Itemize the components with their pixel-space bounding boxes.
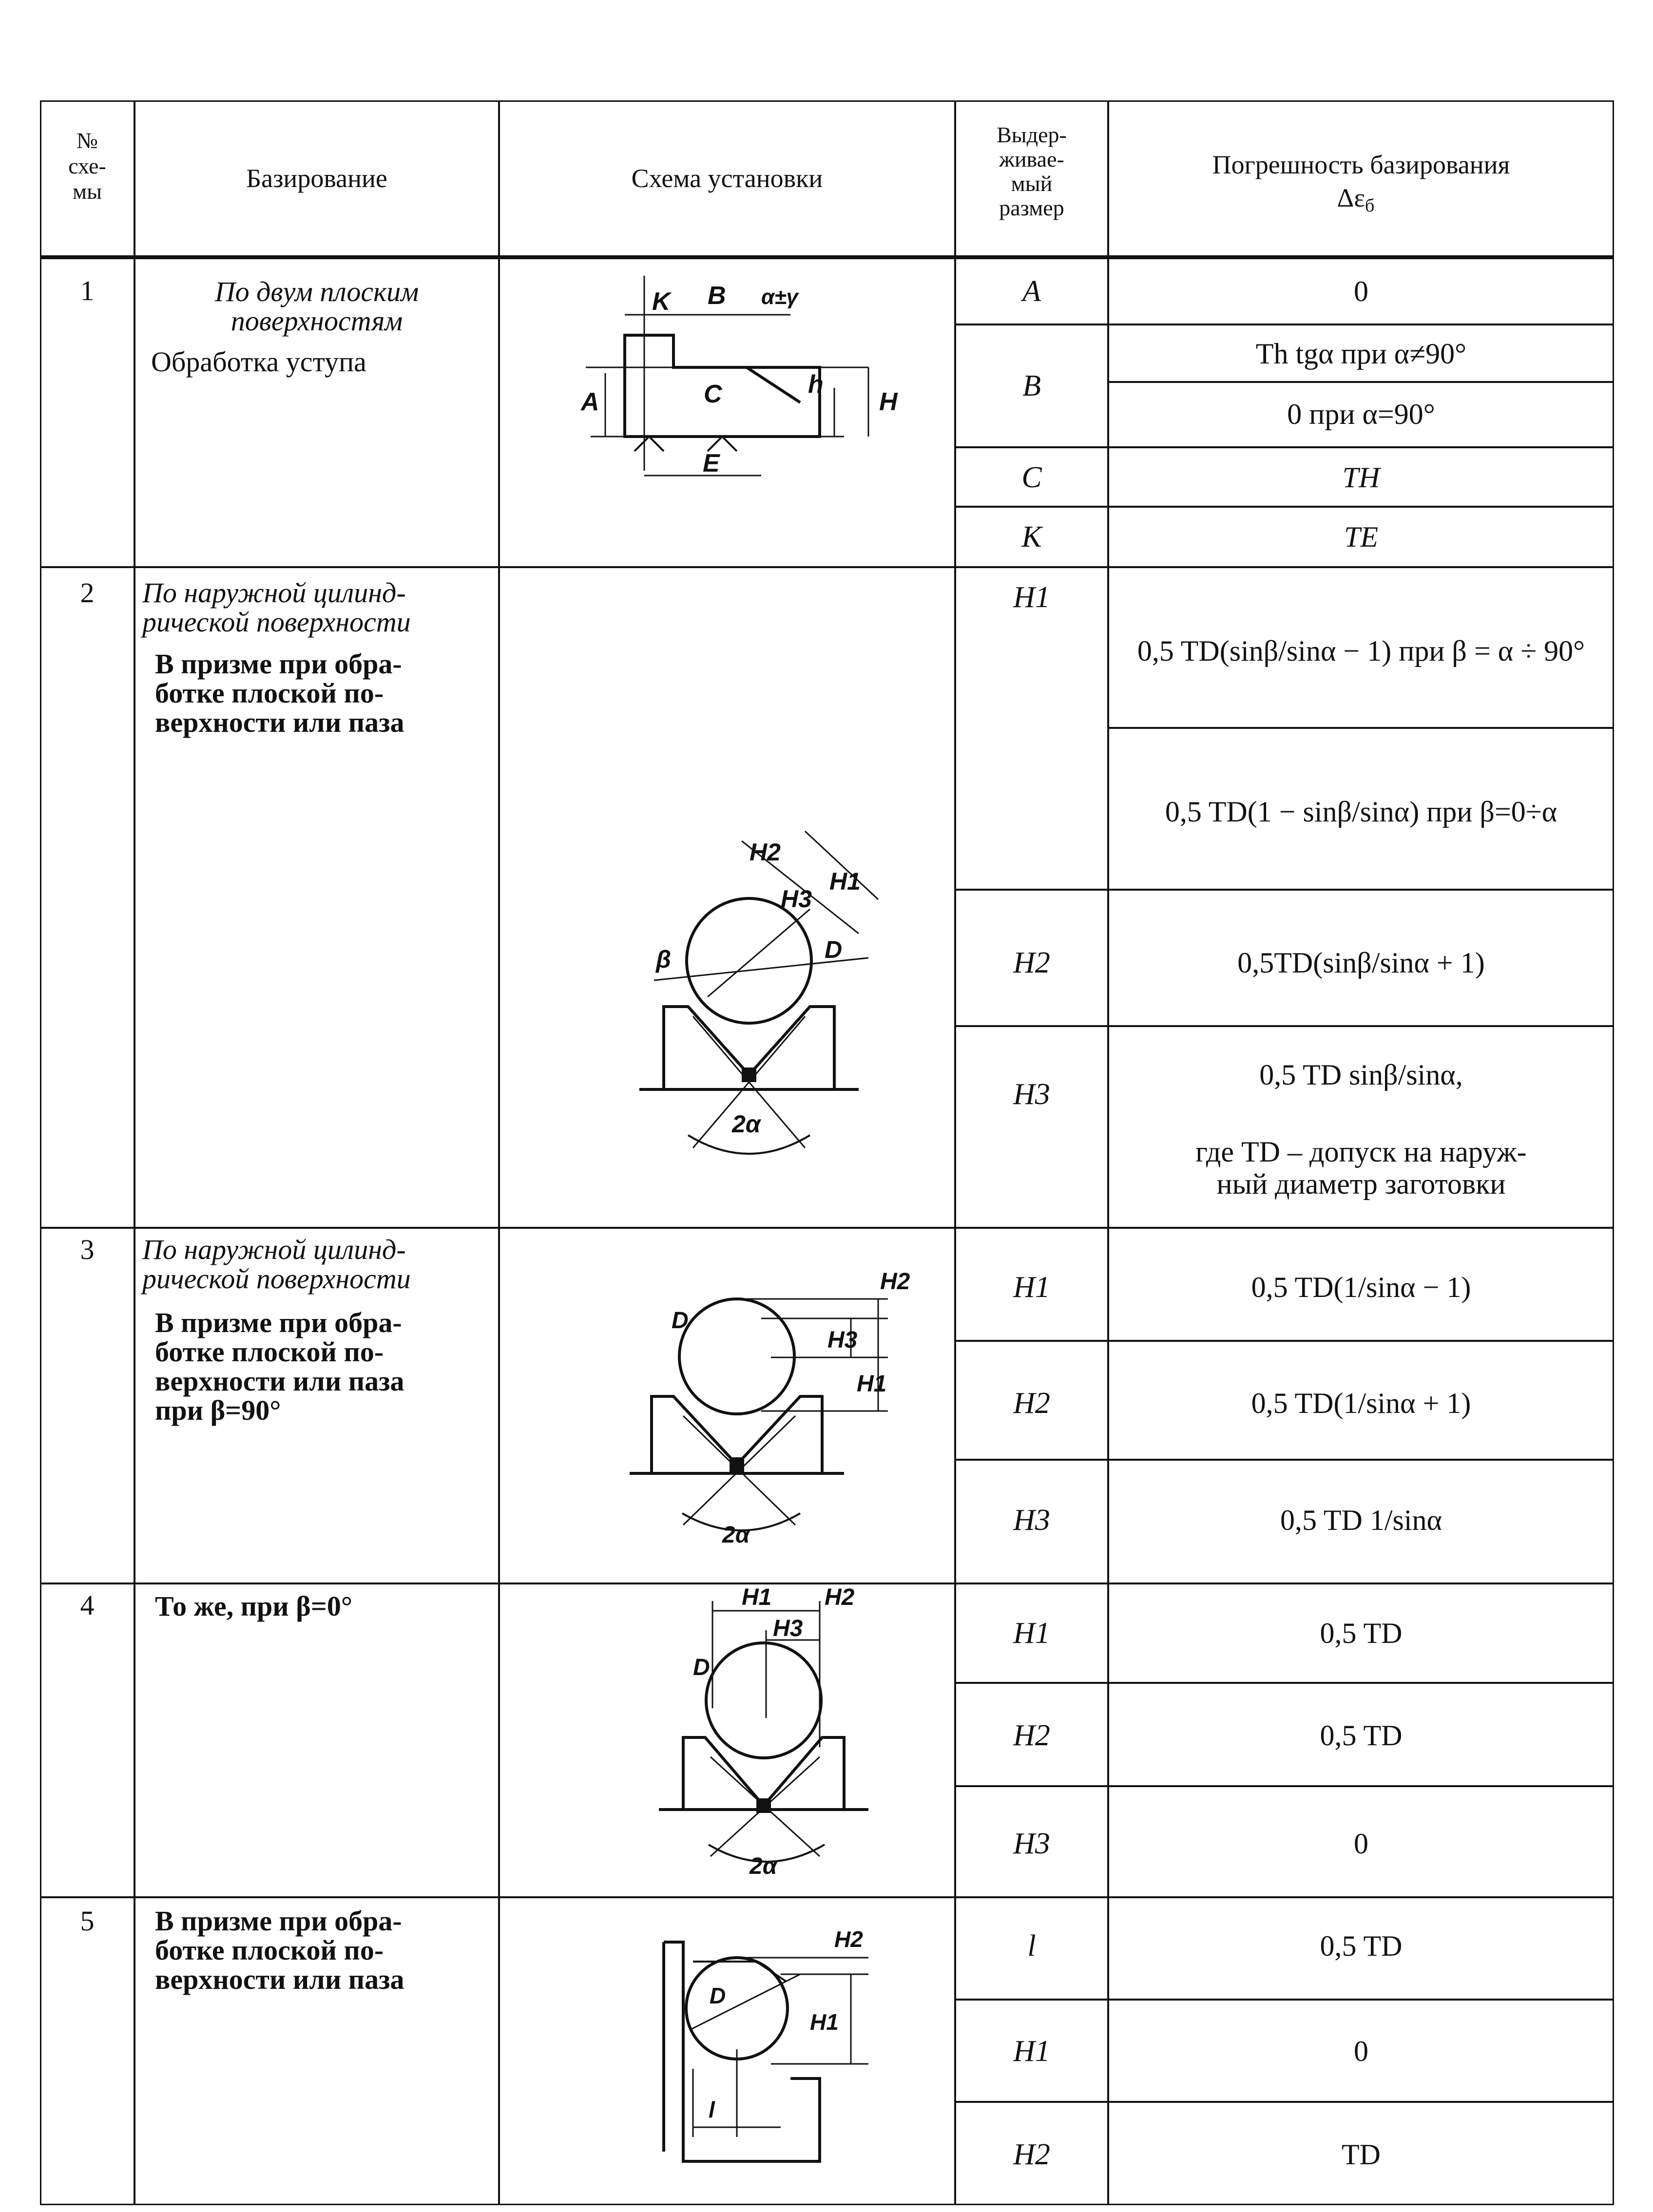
row3-basing-plain-1: В призме при обра- <box>155 1307 402 1338</box>
row5-dim-h1: H1 <box>1013 2035 1050 2068</box>
row1-err-k: TE <box>1344 521 1379 553</box>
row3-err-h3: 0,5 TD 1/sinα <box>1280 1504 1442 1536</box>
diagram-1-label-a: A <box>581 388 599 416</box>
row2-err-h3-2: где TD – допуск на наруж- <box>1195 1136 1527 1168</box>
row1-err-a: 0 <box>1354 275 1368 307</box>
row5-basing-plain-3: верхности или паза <box>155 1964 404 1995</box>
header-basing: Базирование <box>246 164 387 193</box>
row1-dim-k: K <box>1021 520 1042 553</box>
row3-basing-plain-3: верхности или паза <box>155 1365 404 1397</box>
diagram-4-label-h1: H1 <box>742 1584 772 1610</box>
row2-basing-plain-1: В призме при обра- <box>155 648 402 680</box>
basing-error-table <box>40 100 1614 2205</box>
row4-err-h1: 0,5 TD <box>1320 1617 1403 1649</box>
diagram-5-label-h1: H1 <box>810 2009 839 2035</box>
header-error-symbol: Δεб <box>1337 183 1375 216</box>
diagram-4-label-h2: H2 <box>825 1584 855 1610</box>
diagram-1-label-h: H <box>879 388 898 416</box>
diagram-1-label-h-small: h <box>808 370 824 399</box>
row3-dim-h3: H3 <box>1013 1504 1050 1537</box>
row3-basing-plain-4: при β=90° <box>155 1394 281 1426</box>
row2-err-h1-2: 0,5 TD(1 − sinβ/sinα) при β=0÷α <box>1165 796 1557 828</box>
row2-basing-plain-2: ботке плоской по- <box>155 677 384 709</box>
row1-dim-c: C <box>1021 461 1042 494</box>
header-num-line-2: схе- <box>68 153 106 178</box>
row3-basing-italic-1: По наружной цилинд- <box>142 1234 406 1265</box>
row5-err-l: 0,5 TD <box>1320 1930 1403 1962</box>
scheme-number-1: 1 <box>80 275 95 306</box>
header-dim-line-4: размер <box>999 195 1064 220</box>
diagram-2-label-h2: H2 <box>750 839 781 866</box>
row2-dim-h3: H3 <box>1013 1078 1050 1111</box>
row2-basing-italic-1: По наружной цилинд- <box>142 577 406 609</box>
diagram-4-label-d: D <box>693 1655 710 1680</box>
row4-dim-h1: H1 <box>1013 1617 1050 1650</box>
diagram-5-side-block <box>664 1926 868 2161</box>
row2-err-h1-1: 0,5 TD(sinβ/sinα − 1) при β = α ÷ 90° <box>1137 635 1585 667</box>
diagram-1-label-alpha-gamma: α±γ <box>761 285 798 309</box>
diagram-3-label-d: D <box>672 1308 689 1334</box>
scheme-number-5: 5 <box>80 1905 95 1937</box>
diagram-3-v-block <box>630 1269 910 1548</box>
header-error: Погрешность базирования <box>1212 150 1510 179</box>
diagram-4-label-h3: H3 <box>773 1616 803 1641</box>
row2-err-h3-3: ный диаметр заготовки <box>1216 1168 1506 1200</box>
row3-basing-italic-2: рической поверхности <box>142 1263 411 1295</box>
diagram-1-label-b: B <box>708 282 726 310</box>
diagram-2-label-h3: H3 <box>781 885 812 913</box>
diagram-2-label-d: D <box>825 936 843 963</box>
diagram-2-label-beta: β <box>656 946 672 973</box>
table-header <box>68 122 1510 220</box>
row5-err-h1: 0 <box>1354 2035 1368 2067</box>
diagram-1-step <box>580 276 898 477</box>
scheme-diagrams <box>580 276 910 2161</box>
header-scheme: Схема установки <box>631 164 823 193</box>
diagram-3-label-h1: H1 <box>857 1371 887 1397</box>
row5-dim-l: l <box>1027 1929 1036 1963</box>
diagram-3-label-h2: H2 <box>880 1269 910 1295</box>
scheme-number-3: 3 <box>80 1234 95 1265</box>
row1-basing-plain-1: Обработка уступа <box>151 346 366 378</box>
diagram-1-label-e: E <box>703 449 720 477</box>
diagram-5-label-h2: H2 <box>834 1926 863 1952</box>
header-num-line-1: № <box>77 128 98 153</box>
diagram-3-label-h3: H3 <box>827 1327 858 1353</box>
header-dim-line-2: живае- <box>999 147 1064 172</box>
header-dim-line-1: Выдер- <box>997 122 1067 147</box>
basing-texts <box>140 276 419 1995</box>
diagram-2-label-h1: H1 <box>829 868 861 895</box>
dimension-labels <box>1013 275 1050 2171</box>
row5-dim-h2: H2 <box>1013 2138 1050 2171</box>
diagram-2-v-block <box>639 831 878 1154</box>
row3-err-h1: 0,5 TD(1/sinα − 1) <box>1251 1271 1471 1303</box>
row1-err-b-2: 0 при α=90° <box>1287 398 1435 430</box>
row4-err-h2: 0,5 TD <box>1320 1719 1403 1752</box>
row1-err-c: TH <box>1342 461 1380 494</box>
diagram-4-label-2alpha: 2α <box>750 1853 777 1879</box>
header-dim-line-3: мый <box>1011 171 1053 196</box>
row4-err-h3: 0 <box>1354 1828 1368 1860</box>
diagram-5-label-l: l <box>709 2097 715 2122</box>
row3-basing-plain-2: ботке плоской по- <box>155 1336 384 1368</box>
row3-dim-h1: H1 <box>1013 1271 1050 1304</box>
row5-basing-plain-1: В призме при обра- <box>155 1905 402 1937</box>
scheme-numbers <box>80 275 95 1937</box>
row4-basing-plain-1: То же, при β=0° <box>155 1590 353 1622</box>
header-num-line-3: мы <box>72 179 102 204</box>
row2-err-h3-1: 0,5 TD sinβ/sinα, <box>1259 1059 1463 1091</box>
diagram-1-label-c: C <box>704 380 722 408</box>
diagram-1-label-k: K <box>652 287 671 316</box>
row1-basing-italic-2: поверхностям <box>231 305 403 337</box>
diagram-4-v-block <box>659 1584 868 1879</box>
row3-dim-h2: H2 <box>1013 1387 1050 1420</box>
row1-basing-italic-1: По двум плоским <box>214 276 419 307</box>
row1-dim-a: A <box>1022 275 1041 308</box>
row2-dim-h1: H1 <box>1013 581 1050 614</box>
row2-dim-h2: H2 <box>1013 946 1050 979</box>
row5-err-h2: TD <box>1342 2138 1381 2171</box>
row2-basing-plain-3: верхности или паза <box>155 706 404 738</box>
row2-basing-italic-2: рической поверхности <box>142 606 411 638</box>
row5-basing-plain-2: ботке плоской по- <box>155 1934 384 1966</box>
row3-err-h2: 0,5 TD(1/sinα + 1) <box>1251 1387 1471 1419</box>
row4-dim-h2: H2 <box>1013 1719 1050 1752</box>
row4-dim-h3: H3 <box>1013 1827 1050 1860</box>
row2-err-h2: 0,5TD(sinβ/sinα + 1) <box>1237 947 1485 979</box>
scheme-number-2: 2 <box>80 577 95 609</box>
diagram-3-label-2alpha: 2α <box>722 1522 750 1548</box>
diagram-2-label-2alpha: 2α <box>732 1110 761 1138</box>
row1-err-b-1: Th tgα при α≠90° <box>1255 338 1467 370</box>
error-formulas <box>1137 275 1585 2171</box>
diagram-5-label-d: D <box>710 1983 726 2008</box>
scheme-number-4: 4 <box>80 1589 95 1621</box>
row1-dim-b: B <box>1022 369 1041 402</box>
